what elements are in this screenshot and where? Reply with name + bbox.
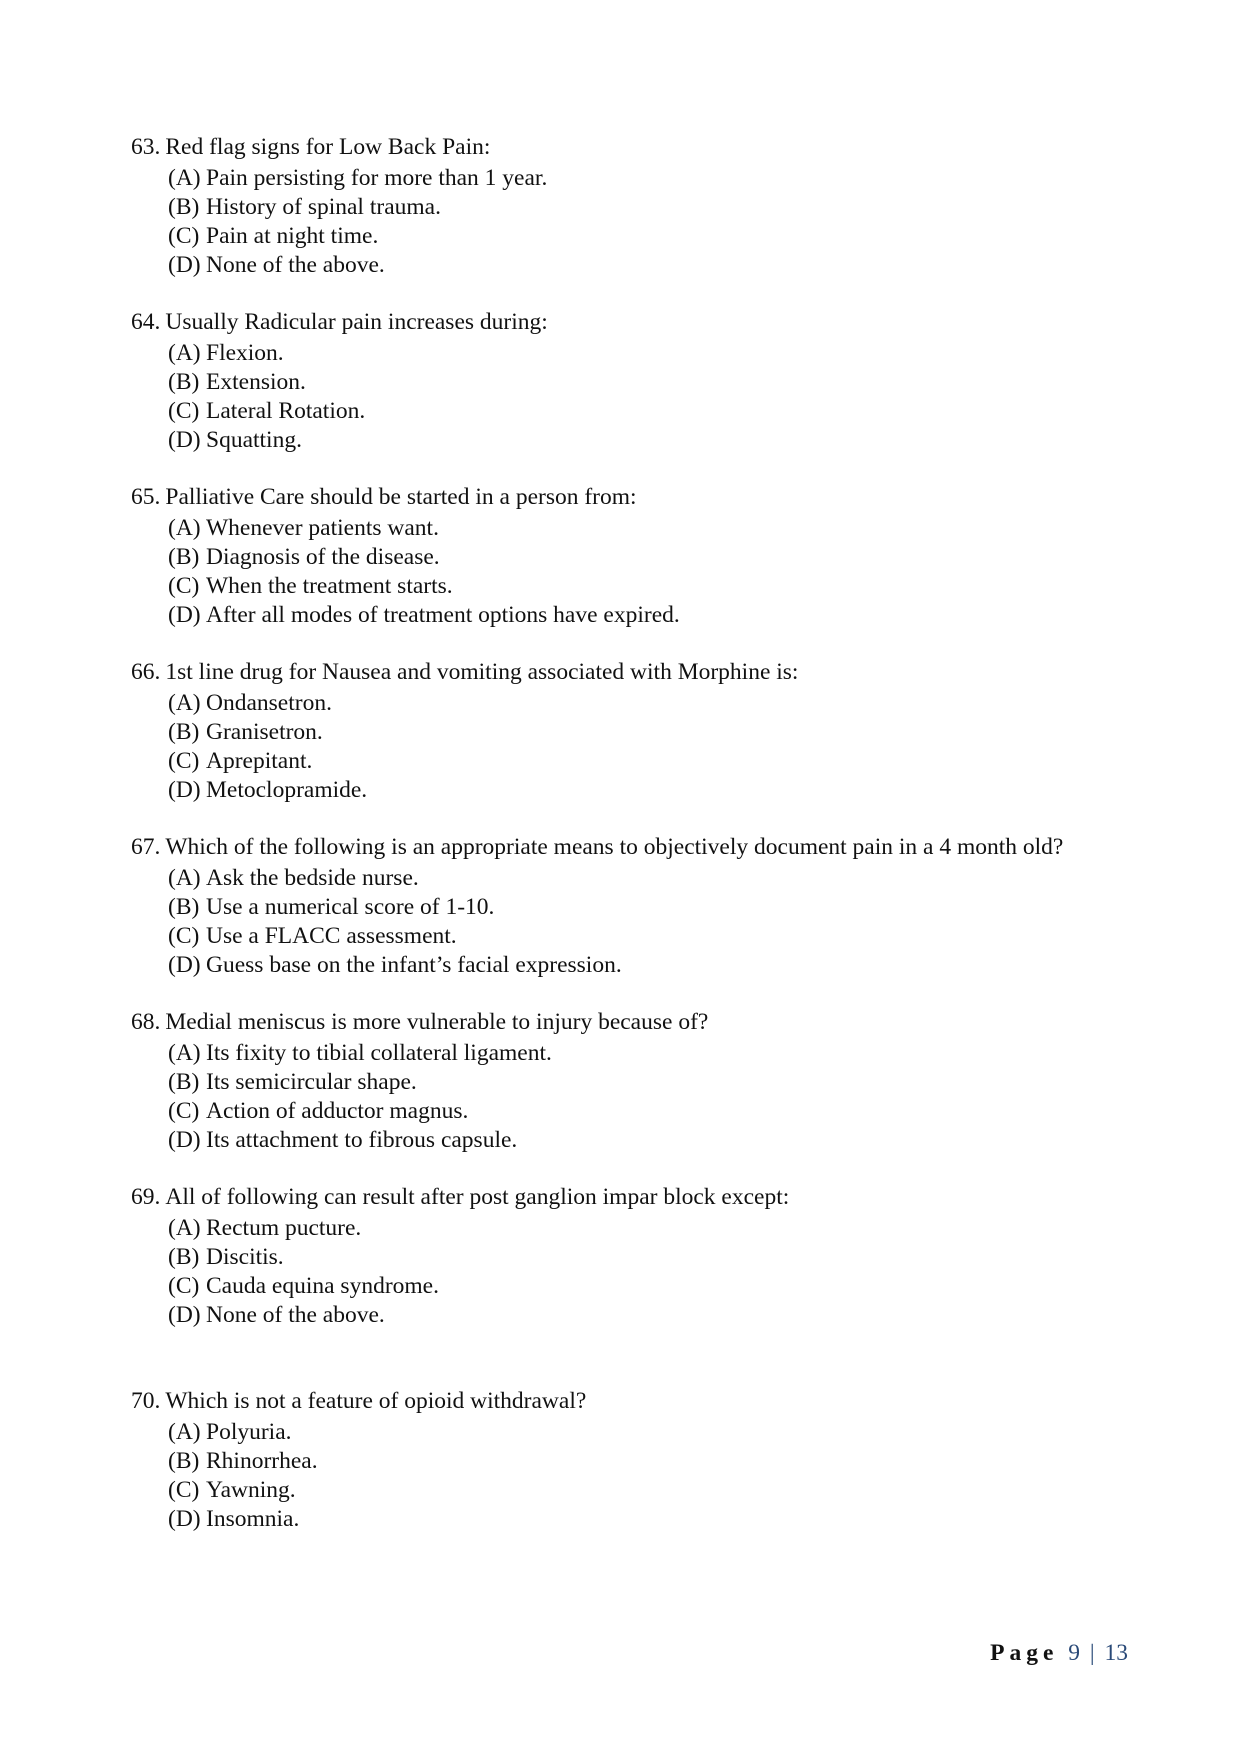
question-number: 64. (131, 309, 161, 335)
question-63 (131, 133, 1131, 280)
option-text: Use a FLACC assessment. (206, 923, 457, 949)
option-b (168, 893, 1131, 922)
option-letter: (B) (168, 894, 200, 920)
options-list (168, 339, 1131, 455)
question-stem (131, 308, 1131, 337)
option-letter: (B) (168, 369, 200, 395)
option-text: None of the above. (206, 1302, 385, 1328)
option-letter: (B) (168, 194, 200, 220)
option-letter: (C) (168, 1098, 200, 1124)
option-text: Discitis. (206, 1244, 284, 1270)
option-letter: (A) (168, 1419, 201, 1445)
option-letter: (B) (168, 719, 200, 745)
option-letter: (D) (168, 427, 201, 453)
option-letter: (B) (168, 1244, 200, 1270)
options-list (168, 514, 1131, 630)
question-stem (131, 1387, 1131, 1416)
option-text: History of spinal trauma. (206, 194, 441, 220)
option-text: Guess base on the infant’s facial expression. (206, 952, 622, 978)
option-a (168, 339, 1131, 368)
option-text: Aprepitant. (206, 748, 313, 774)
option-a (168, 1418, 1131, 1447)
question-number: 63. (131, 134, 161, 160)
question-69 (131, 1183, 1131, 1330)
option-text: Use a numerical score of 1-10. (206, 894, 495, 920)
option-letter: (C) (168, 748, 200, 774)
option-text: Granisetron. (206, 719, 323, 745)
option-text: Squatting. (206, 427, 302, 453)
option-text: Lateral Rotation. (206, 398, 366, 424)
option-letter: (C) (168, 223, 200, 249)
option-b (168, 368, 1131, 397)
option-letter: (C) (168, 1477, 200, 1503)
option-c (168, 397, 1131, 426)
option-text: Ondansetron. (206, 690, 332, 716)
option-text: Diagnosis of the disease. (206, 544, 440, 570)
option-text: Polyuria. (206, 1419, 292, 1445)
option-a (168, 1214, 1131, 1243)
option-b (168, 1447, 1131, 1476)
option-b (168, 1243, 1131, 1272)
question-text: Which is not a feature of opioid withdrawal? (165, 1388, 587, 1414)
option-a (168, 164, 1131, 193)
option-c (168, 572, 1131, 601)
question-text: Usually Radicular pain increases during: (165, 309, 548, 335)
option-letter: (D) (168, 252, 201, 278)
option-b (168, 193, 1131, 222)
option-text: When the treatment starts. (206, 573, 453, 599)
option-d (168, 1505, 1131, 1534)
option-c (168, 1476, 1131, 1505)
page-separator: | (1089, 1640, 1095, 1666)
option-d (168, 426, 1131, 455)
options-list (168, 1039, 1131, 1155)
question-number: 65. (131, 484, 161, 510)
option-d (168, 776, 1131, 805)
question-number: 66. (131, 659, 161, 685)
option-letter: (D) (168, 777, 201, 803)
option-letter: (D) (168, 1506, 201, 1532)
option-letter: (D) (168, 952, 201, 978)
option-letter: (C) (168, 573, 200, 599)
option-c (168, 747, 1131, 776)
page-label: Page (990, 1640, 1059, 1666)
question-text: Palliative Care should be started in a person from: (165, 484, 637, 510)
option-letter: (B) (168, 1448, 200, 1474)
option-a (168, 514, 1131, 543)
option-text: Yawning. (206, 1477, 296, 1503)
option-letter: (A) (168, 1040, 201, 1066)
question-text: 1st line drug for Nausea and vomiting associated with Morphine is: (165, 659, 799, 685)
option-letter: (A) (168, 1215, 201, 1241)
option-letter: (C) (168, 1273, 200, 1299)
option-c (168, 1272, 1131, 1301)
option-letter: (D) (168, 1302, 201, 1328)
option-text: Action of adductor magnus. (206, 1098, 469, 1124)
option-letter: (A) (168, 515, 201, 541)
option-d (168, 951, 1131, 980)
question-text: Red flag signs for Low Back Pain: (165, 134, 491, 160)
option-a (168, 689, 1131, 718)
option-text: Whenever patients want. (206, 515, 439, 541)
option-text: Pain at night time. (206, 223, 379, 249)
question-stem (131, 658, 1131, 687)
question-67 (131, 833, 1131, 980)
total-pages: 13 (1104, 1640, 1128, 1666)
option-d (168, 251, 1131, 280)
option-letter: (D) (168, 602, 201, 628)
option-c (168, 222, 1131, 251)
question-68 (131, 1008, 1131, 1155)
option-a (168, 1039, 1131, 1068)
question-stem (131, 833, 1131, 862)
question-stem (131, 483, 1131, 512)
options-list (168, 864, 1131, 980)
question-70 (131, 1387, 1131, 1534)
option-c (168, 922, 1131, 951)
page-number: 9 (1068, 1640, 1081, 1666)
option-letter: (B) (168, 544, 200, 570)
option-letter: (B) (168, 1069, 200, 1095)
question-number: 68. (131, 1009, 161, 1035)
option-d (168, 1126, 1131, 1155)
option-text: Cauda equina syndrome. (206, 1273, 439, 1299)
option-letter: (A) (168, 690, 201, 716)
option-text: Ask the bedside nurse. (206, 865, 419, 891)
option-b (168, 718, 1131, 747)
question-65 (131, 483, 1131, 630)
question-66 (131, 658, 1131, 805)
options-list (168, 689, 1131, 805)
option-letter: (A) (168, 340, 201, 366)
question-stem (131, 1183, 1131, 1212)
option-d (168, 1301, 1131, 1330)
question-stem (131, 1008, 1131, 1037)
option-text: Pain persisting for more than 1 year. (206, 165, 548, 191)
question-text: Medial meniscus is more vulnerable to injury because of? (165, 1009, 709, 1035)
option-d (168, 601, 1131, 630)
option-b (168, 543, 1131, 572)
question-text: Which of the following is an appropriate means to objectively document pain in a 4 month old? (165, 834, 1064, 860)
option-c (168, 1097, 1131, 1126)
option-letter: (D) (168, 1127, 201, 1153)
question-text: All of following can result after post ganglion impar block except: (165, 1184, 790, 1210)
options-list (168, 1214, 1131, 1330)
question-number: 69. (131, 1184, 161, 1210)
option-text: Rhinorrhea. (206, 1448, 318, 1474)
question-number: 70. (131, 1388, 161, 1414)
option-letter: (A) (168, 865, 201, 891)
option-text: After all modes of treatment options have expired. (206, 602, 680, 628)
question-number: 67. (131, 834, 161, 860)
option-text: Extension. (206, 369, 306, 395)
option-text: Its fixity to tibial collateral ligament. (206, 1040, 552, 1066)
option-text: Its semicircular shape. (206, 1069, 417, 1095)
options-list (168, 1418, 1131, 1534)
option-letter: (C) (168, 923, 200, 949)
option-text: Insomnia. (206, 1506, 300, 1532)
option-text: None of the above. (206, 252, 385, 278)
question-64 (131, 308, 1131, 455)
option-letter: (A) (168, 165, 201, 191)
option-text: Rectum pucture. (206, 1215, 362, 1241)
question-stem (131, 133, 1131, 162)
option-letter: (C) (168, 398, 200, 424)
page-footer (990, 1640, 1128, 1667)
option-b (168, 1068, 1131, 1097)
options-list (168, 164, 1131, 280)
option-text: Metoclopramide. (206, 777, 368, 803)
option-text: Flexion. (206, 340, 284, 366)
option-text: Its attachment to fibrous capsule. (206, 1127, 518, 1153)
option-a (168, 864, 1131, 893)
